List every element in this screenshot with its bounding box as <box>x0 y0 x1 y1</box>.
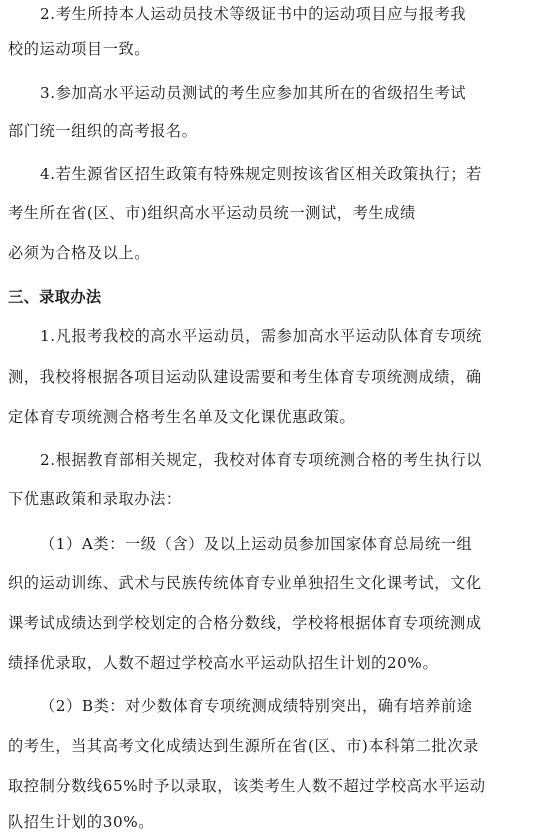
rule-1-line-1: 1.凡报考我校的高水平运动员，需参加高水平运动队体育专项统 <box>40 327 482 345</box>
paragraph-4-line-3: 必须为合格及以上。 <box>8 244 151 262</box>
category-a-line-3: 课考试成绩达到学校划定的合格分数线，学校将根据体育专项统测成 <box>8 614 482 632</box>
rule-2-line-2: 下优惠政策和录取办法： <box>8 490 182 508</box>
paragraph-2-line-2: 校的运动项目一致。 <box>8 40 151 58</box>
category-a-line-2: 织的运动训练、武术与民族传统体育专业单独招生文化课考试，文化 <box>8 574 482 592</box>
category-b-line-1: （2）B类：对少数体育专项统测成绩特别突出，确有培养前途 <box>40 697 473 715</box>
rule-2-line-1: 2.根据教育部相关规定，我校对体育专项统测合格的考生执行以 <box>40 451 482 469</box>
paragraph-4-line-1: 4.若生源省区招生政策有特殊规定则按该省区相关政策执行；若 <box>40 165 482 183</box>
category-b-line-4: 队招生计划的30%。 <box>8 813 155 831</box>
category-b-line-3: 取控制分数线65%时予以录取，该类考生人数不超过学校高水平运动 <box>8 777 486 795</box>
category-a-line-4: 绩择优录取，人数不超过学校高水平运动队招生计划的20%。 <box>8 654 439 672</box>
paragraph-2-line-1: 2.考生所持本人运动员技术等级证书中的运动项目应与报考我 <box>40 5 467 23</box>
rule-1-line-2: 测，我校将根据各项目运动队建设需要和考生体育专项统测成绩，确 <box>8 368 482 386</box>
section-heading: 三、录取办法 <box>8 288 102 306</box>
category-a-line-1: （1）A类：一级（含）及以上运动员参加国家体育总局统一组 <box>40 535 473 553</box>
paragraph-3-line-2: 部门统一组织的高考报名。 <box>8 122 198 140</box>
paragraph-3-line-1: 3.参加高水平运动员测试的考生应参加其所在的省级招生考试 <box>40 84 467 102</box>
rule-1-line-3: 定体育专项统测合格考生名单及文化课优惠政策。 <box>8 408 356 426</box>
paragraph-4-line-2: 考生所在省(区、市)组织高水平运动员统一测试，考生成绩 <box>8 204 416 222</box>
category-b-line-2: 的考生，当其高考文化成绩达到生源所在省(区、市)本科第二批次录 <box>8 737 479 755</box>
